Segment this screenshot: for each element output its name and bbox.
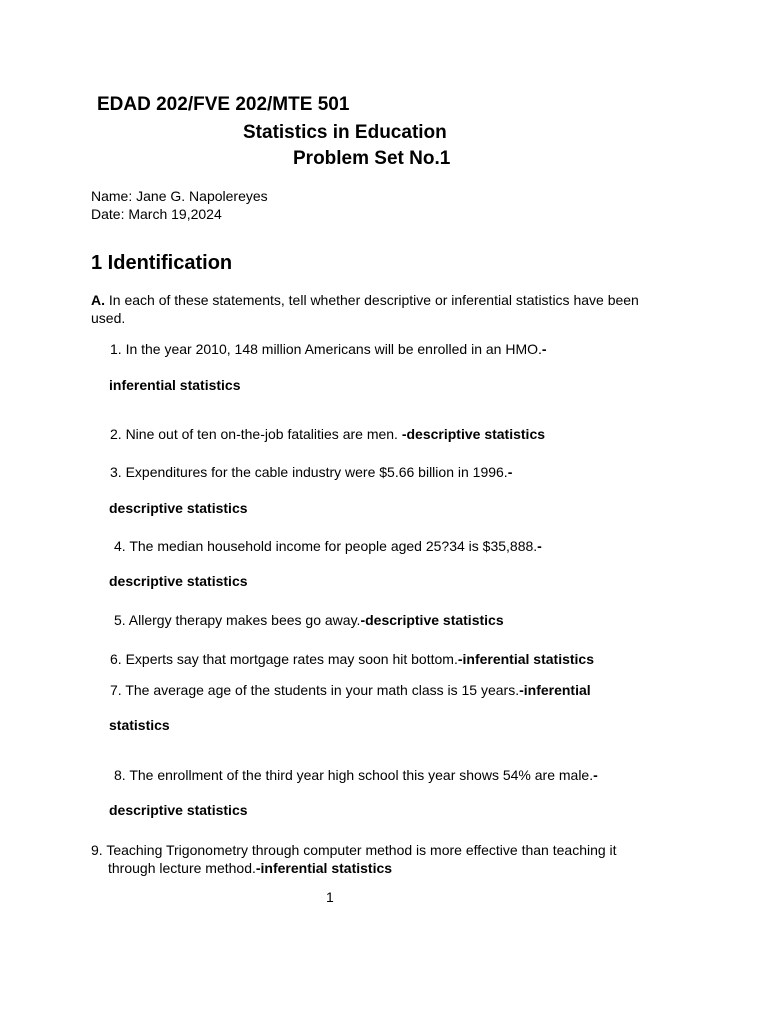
question-9 [91,841,671,877]
question-text: 3. Expenditures for the cable industry were $5.66 billion in 1996. [110,464,508,480]
course-code: EDAD 202/FVE 202/MTE 501 [97,94,350,115]
answer-dash: - [541,341,547,357]
question-text-continued [91,859,671,877]
answer-2: -descriptive statistics [401,426,546,442]
instruction-label: A. [91,292,105,308]
answer-8: descriptive statistics [109,802,248,818]
question-8 [114,767,598,783]
question-4 [114,538,542,554]
question-2 [110,426,545,442]
problem-set-title: Problem Set No.1 [293,148,451,169]
question-text: 7. The average age of the students in your math class is 15 years. [110,682,520,698]
instruction-text: In each of these statements, tell whether descriptive or inferential statistics have been used. [91,292,639,326]
answer-dash: - [537,538,542,554]
answer-3: descriptive statistics [109,500,248,516]
question-text: 4. The median household income for people aged 25?34 is $35,888. [114,538,538,554]
question-text: 9. Teaching Trigonometry through computer method is more effective than teaching it [91,842,617,858]
question-1 [110,341,547,357]
instruction-paragraph [91,291,671,327]
answer-5: -descriptive statistics [360,612,504,628]
question-text: 6. Experts say that mortgage rates may soon hit bottom. [110,651,458,667]
question-text: through lecture method. [108,860,256,876]
student-name: Name: Jane G. Napolereyes [91,188,268,204]
answer-dash: - [507,464,513,480]
question-7 [110,682,591,698]
submission-date: Date: March 19,2024 [91,206,222,222]
answer-6: -inferential statistics [457,651,594,667]
answer-7: statistics [109,717,170,733]
answer-9: -inferential statistics [255,860,393,876]
question-text: 5. Allergy therapy makes bees go away. [114,612,361,628]
question-text: 1. In the year 2010, 148 million Americans will be enrolled in an HMO. [110,341,542,357]
question-5 [114,612,504,628]
answer-1: inferential statistics [109,377,241,393]
answer-dash: - [593,767,598,783]
page-number: 1 [326,889,334,905]
answer-4: descriptive statistics [109,573,248,589]
question-6 [110,651,594,667]
question-text: 2. Nine out of ten on-the-job fatalities are men. [110,426,402,442]
subject-title: Statistics in Education [243,122,447,143]
question-text: 8. The enrollment of the third year high school this year shows 54% are male. [114,767,594,783]
answer-dash: -inferential [519,682,591,698]
question-3 [110,464,512,480]
section-heading: 1 Identification [91,252,233,274]
